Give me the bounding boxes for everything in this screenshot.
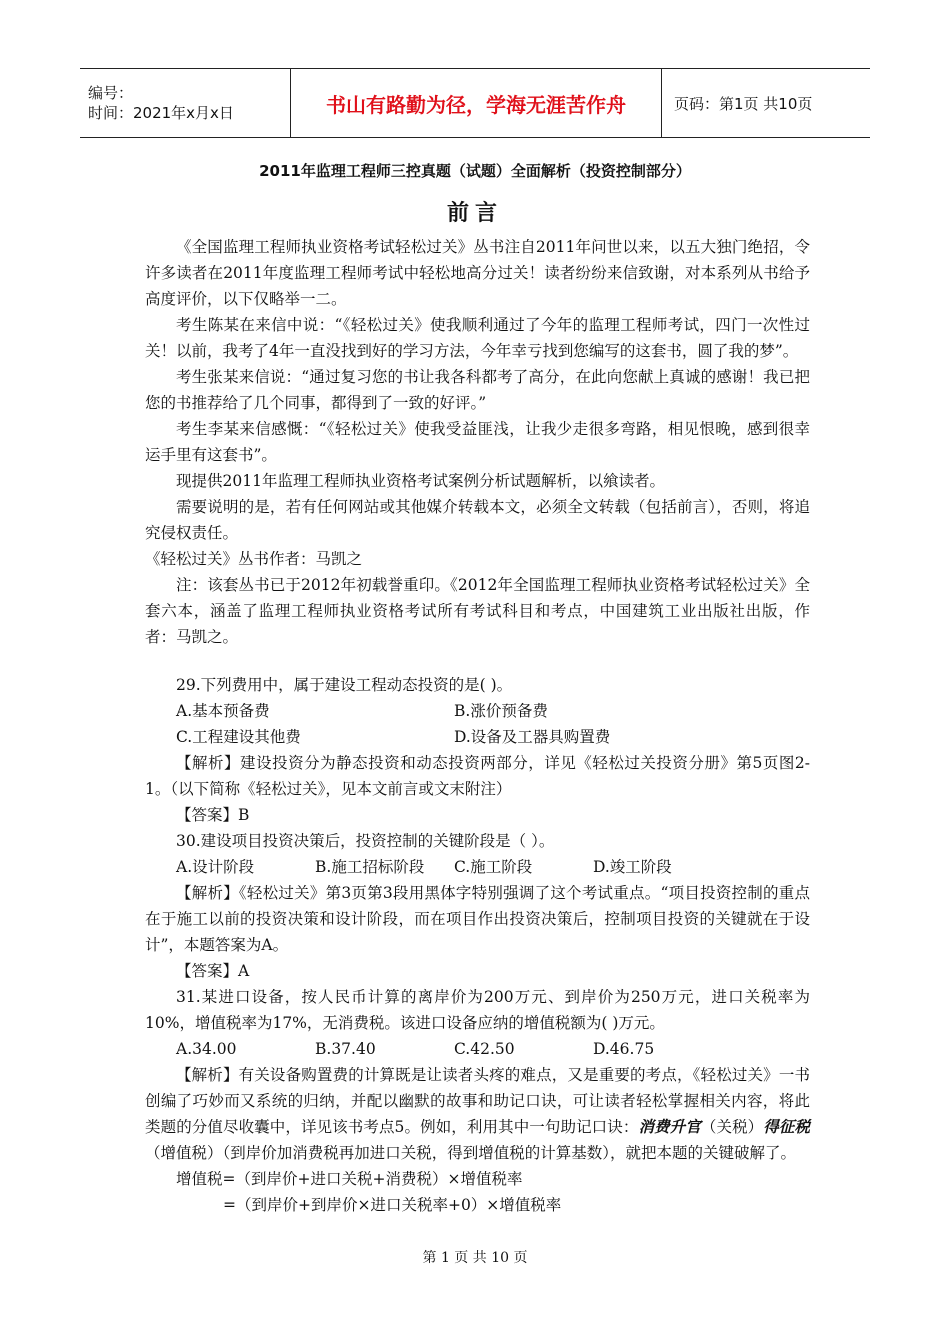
mnemonic-phrase: 消费升官 bbox=[638, 1117, 701, 1136]
header-slogan: 书山有路勤为径，学海无涯苦作舟 bbox=[290, 69, 662, 137]
analysis-text: 【解析】有关设备购置费的计算既是让读者头疼的难点，又是重要的考点，《轻松过关》一书创编了巧妙而又系统的归纳，并配以幽默的故事和助记口诀，可让读者轻松掌握相关内容，将此类题的分值尽收囊中，详见该书考点5。例如，利用其中一句助记口诀： bbox=[145, 1066, 810, 1136]
document-number-label: 编号： bbox=[88, 84, 134, 102]
preface-heading: 前言 bbox=[446, 201, 503, 226]
question-29-options bbox=[145, 724, 810, 750]
document-body bbox=[145, 234, 810, 1218]
option-a: A.设计阶段 bbox=[176, 858, 255, 876]
option-b: B.施工招标阶段 bbox=[315, 858, 425, 876]
analysis-text: （增值税）（到岸价加消费税再加进口关税，得到增值税的计算基数），就把本题的关键破解了。 bbox=[145, 1144, 797, 1162]
question-31-analysis bbox=[145, 1062, 810, 1166]
option-d: D.竣工阶段 bbox=[593, 858, 672, 876]
option-d: D.设备及工器具购置费 bbox=[454, 728, 611, 746]
mnemonic-note: （关税） bbox=[700, 1118, 764, 1136]
option-c: C.施工阶段 bbox=[454, 858, 533, 876]
formula-line: 增值税=（到岸价+进口关税+消费税）×增值税率 bbox=[176, 1170, 523, 1188]
option-a: A.基本预备费 bbox=[176, 702, 270, 720]
page-header bbox=[80, 68, 870, 138]
preface-paragraph: 《全国监理工程师执业资格考试轻松过关》丛书注自2011年问世以来，以五大独门绝招，令许多读者在2011年度监理工程师考试中轻松地高分过关！读者纷纷来信致谢，对本系列从书给予高度评价，以下仅略举一二。 bbox=[145, 238, 810, 308]
option-d: D.46.75 bbox=[593, 1040, 655, 1058]
question-30-options bbox=[145, 854, 810, 880]
document-title: 2011年监理工程师三控真题（试题）全面解析（投资控制部分） bbox=[259, 162, 691, 180]
preface-paragraph: 考生李某来信感慨：“《轻松过关》使我受益匪浅，让我少走很多弯路，相见恨晚，感到很幸运手里有这套书”。 bbox=[145, 420, 810, 464]
question-29-analysis: 【解析】建设投资分为静态投资和动态投资两部分，详见《轻松过关投资分册》第5页图2-1。（以下简称《轻松过关》，见本文前言或文末附注） bbox=[145, 754, 810, 798]
preface-paragraph: 考生张某来信说：“通过复习您的书让我各科都考了高分，在此向您献上真诚的感谢！我已把您的书推荐给了几个同事，都得到了一致的好评。” bbox=[145, 368, 810, 412]
document-time-label: 时间：2021年x月x日 bbox=[88, 104, 234, 122]
page-footer: 第 1 页 共 10 页 bbox=[422, 1250, 528, 1266]
question-30-analysis: 【解析】《轻松过关》第3页第3段用黑体字特别强调了这个考试重点。“项目投资控制的重点在于施工以前的投资决策和设计阶段，而在项目作出投资决策后，控制项目投资的关键就在于设计”，本题答案为A。 bbox=[145, 884, 810, 954]
question-29: 29.下列费用中，属于建设工程动态投资的是( )。 bbox=[176, 676, 513, 694]
preface-signature: 《轻松过关》丛书作者：马凯之 bbox=[145, 550, 363, 568]
question-29-options bbox=[145, 698, 810, 724]
section-gap bbox=[145, 650, 810, 672]
question-31: 31.某进口设备，按人民币计算的离岸价为200万元、到岸价为250万元，进口关税率为10%，增值税率为17%，无消费税。该进口设备应纳的增值税额为( )万元。 bbox=[145, 988, 810, 1032]
mnemonic-phrase: 得征税 bbox=[763, 1117, 810, 1136]
question-30-answer: 【答案】A bbox=[176, 962, 250, 980]
header-meta bbox=[80, 69, 290, 137]
question-30: 30.建设项目投资决策后，投资控制的关键阶段是（ ）。 bbox=[176, 832, 555, 850]
preface-paragraph: 需要说明的是，若有任何网站或其他媒介转载本文，必须全文转载（包括前言），否则，将追究侵权责任。 bbox=[145, 498, 810, 542]
preface-paragraph: 现提供2011年监理工程师执业资格考试案例分析试题解析，以飨读者。 bbox=[176, 472, 665, 490]
option-c: C.工程建设其他费 bbox=[176, 728, 301, 746]
formula-line: =（到岸价+到岸价×进口关税率+0）×增值税率 bbox=[223, 1196, 562, 1214]
option-c: C.42.50 bbox=[454, 1040, 515, 1058]
preface-note: 注：该套丛书已于2012年初载誉重印。《2012年全国监理工程师执业资格考试轻松过关》全套六本，涵盖了监理工程师执业资格考试所有考试科目和考点，中国建筑工业出版社出版，作者：马凯之。 bbox=[145, 576, 810, 646]
option-b: B.涨价预备费 bbox=[454, 702, 548, 720]
option-a: A.34.00 bbox=[176, 1040, 237, 1058]
question-29-answer: 【答案】B bbox=[176, 806, 250, 824]
header-page-number: 页码：第1页 共10页 bbox=[674, 94, 813, 113]
preface-paragraph: 考生陈某在来信中说：“《轻松过关》使我顺利通过了今年的监理工程师考试，四门一次性过关！以前，我考了4年一直没找到好的学习方法，今年幸亏找到您编写的这套书，圆了我的梦”。 bbox=[145, 316, 810, 360]
option-b: B.37.40 bbox=[315, 1040, 376, 1058]
question-31-options bbox=[145, 1036, 810, 1062]
